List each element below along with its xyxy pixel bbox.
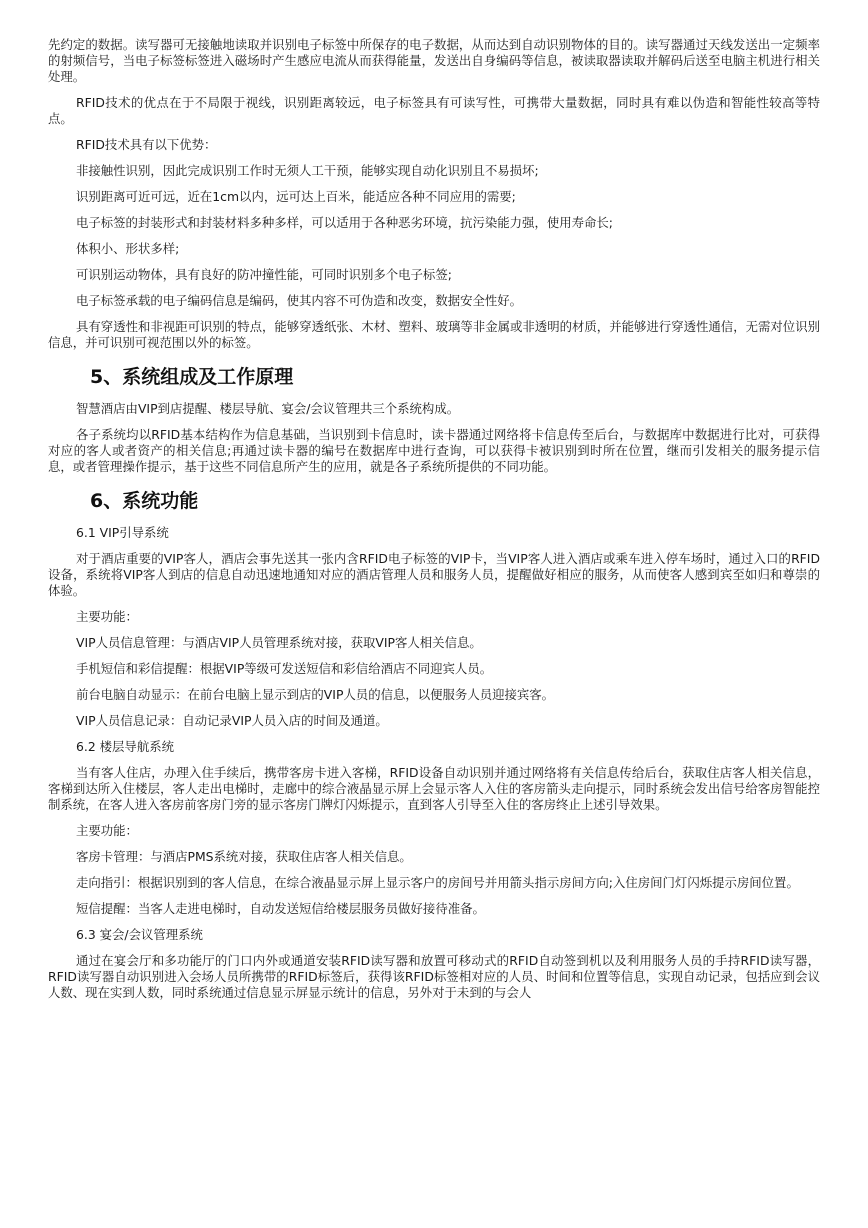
list-item-penetration: 具有穿透性和非视距可识别的特点，能够穿透纸张、木材、塑料、玻璃等非金属或非透明的材质，并能够进行穿透性通信，无需对位识别信息，并可识别可视范围以外的标签。: [48, 319, 820, 350]
function-item-vip-record: VIP人员信息记录：自动记录VIP人员入店的时间及通道。: [76, 713, 388, 728]
list-item-packaging: 电子标签的封装形式和封装材料多种多样，可以适用于各种恶劣环境，抗污染能力强，使用寿命长;: [76, 215, 613, 230]
section-heading-5: 5、系统组成及工作原理: [90, 366, 294, 388]
function-item-front-desk: 前台电脑自动显示：在前台电脑上显示到店的VIP人员的信息，以便服务人员迎接宾客。: [76, 687, 555, 702]
list-item-security: 电子标签承载的电子编码信息是编码，使其内容不可伪造和改变，数据安全性好。: [76, 293, 523, 308]
main-functions-label-6-1: 主要功能：: [76, 609, 138, 624]
list-item-distance: 识别距离可近可远，近在1cm以内，远可达上百米，能适应各种不同应用的需要;: [76, 189, 516, 204]
list-item-contactless: 非接触性识别，因此完成识别工作时无须人工干预，能够实现自动化识别且不易损坏;: [76, 163, 539, 178]
paragraph-system-composition: 智慧酒店由VIP到店提醒、楼层导航、宴会/会议管理共三个系统构成。: [76, 401, 460, 416]
function-item-sms: 手机短信和彩信提醒：根据VIP等级可发送短信和彩信给酒店不同迎宾人员。: [76, 661, 493, 676]
main-functions-label-6-2: 主要功能：: [76, 823, 138, 838]
list-item-size: 体积小、形状多样;: [76, 241, 180, 256]
section-heading-6: 6、系统功能: [90, 490, 199, 512]
paragraph-rfid-advantages: RFID技术的优点在于不局限于视线，识别距离较远，电子标签具有可读写性，可携带大量数据，同时具有难以伪造和智能性较高等特点。: [48, 95, 820, 126]
paragraph-rfid-list-intro: RFID技术具有以下优势：: [76, 137, 217, 152]
subsection-title-6-2: 6.2 楼层导航系统: [76, 739, 174, 754]
paragraph-working-principle: 各子系统均以RFID基本结构作为信息基础，当识别到卡信息时，读卡器通过网络将卡信息传至后台，与数据库中数据进行比对，可获得对应的客人或者资产的相关信息;再通过读卡器的编号在数据库中进行查询，可以获得卡被识别到时所在位置，继而引发相关的服务提示信息，或者管理操作提示，基于这些不同信息所产生的应用，就是各子系统所提供的不同功能。: [48, 427, 820, 474]
paragraph-vip-guide: 对于酒店重要的VIP客人，酒店会事先送其一张内含RFID电子标签的VIP卡，当VIP客人进入酒店或乘车进入停车场时，通过入口的RFID设备，系统将VIP客人到店的信息自动迅速地通知对应的酒店管理人员和服务人员，提醒做好相应的服务，从而使客人感到宾至如归和尊崇的体验。: [48, 551, 820, 598]
paragraph-banquet-management: 通过在宴会厅和多功能厅的门口内外或通道安装RFID读写器和放置可移动式的RFID自动签到机以及利用服务人员的手持RFID读写器，RFID读写器自动识别进入会场人员所携带的RFID标签后，获得该RFID标签相对应的人员、时间和位置等信息，实现自动记录，包括应到会议人数、现在实到人数，同时系统通过信息显示屏显示统计的信息，另外对于未到的与会人: [48, 953, 820, 1000]
function-item-sms-reminder: 短信提醒：当客人走进电梯时，自动发送短信给楼层服务员做好接待准备。: [76, 901, 485, 916]
subsection-title-6-1: 6.1 VIP引导系统: [76, 525, 169, 540]
paragraph-floor-navigation: 当有客人住店，办理入住手续后，携带客房卡进入客梯，RFID设备自动识别并通过网络将有关信息传给后台，获取住店客人相关信息，客梯到达所入住楼层，客人走出电梯时，走廊中的综合液晶显示屏上会显示客人入住的客房箭头走向提示，同时系统会发出信号给客房智能控制系统，在客人进入客房前客房门旁的显示客房门牌灯闪烁提示，直到客人引导至入住的客房终止上述引导效果。: [48, 765, 820, 812]
function-item-direction: 走向指引：根据识别到的客人信息，在综合液晶显示屏上显示客户的房间号并用箭头指示房间方向;入住房间门灯闪烁提示房间位置。: [76, 875, 799, 890]
function-item-vip-info: VIP人员信息管理：与酒店VIP人员管理系统对接，获取VIP客人相关信息。: [76, 635, 482, 650]
function-item-room-card: 客房卡管理：与酒店PMS系统对接，获取住店客人相关信息。: [76, 849, 412, 864]
subsection-title-6-3: 6.3 宴会/会议管理系统: [76, 927, 203, 942]
paragraph-rfid-reader: 先约定的数据。读写器可无接触地读取并识别电子标签中所保存的电子数据，从而达到自动识别物体的目的。读写器通过天线发送出一定频率的射频信号，当电子标签标签进入磁场时产生感应电流从而获得能量，发送出自身编码等信息，被读取器读取并解码后送至电脑主机进行相关处理。: [48, 37, 820, 84]
list-item-motion: 可识别运动物体，具有良好的防冲撞性能，可同时识别多个电子标签;: [76, 267, 452, 282]
